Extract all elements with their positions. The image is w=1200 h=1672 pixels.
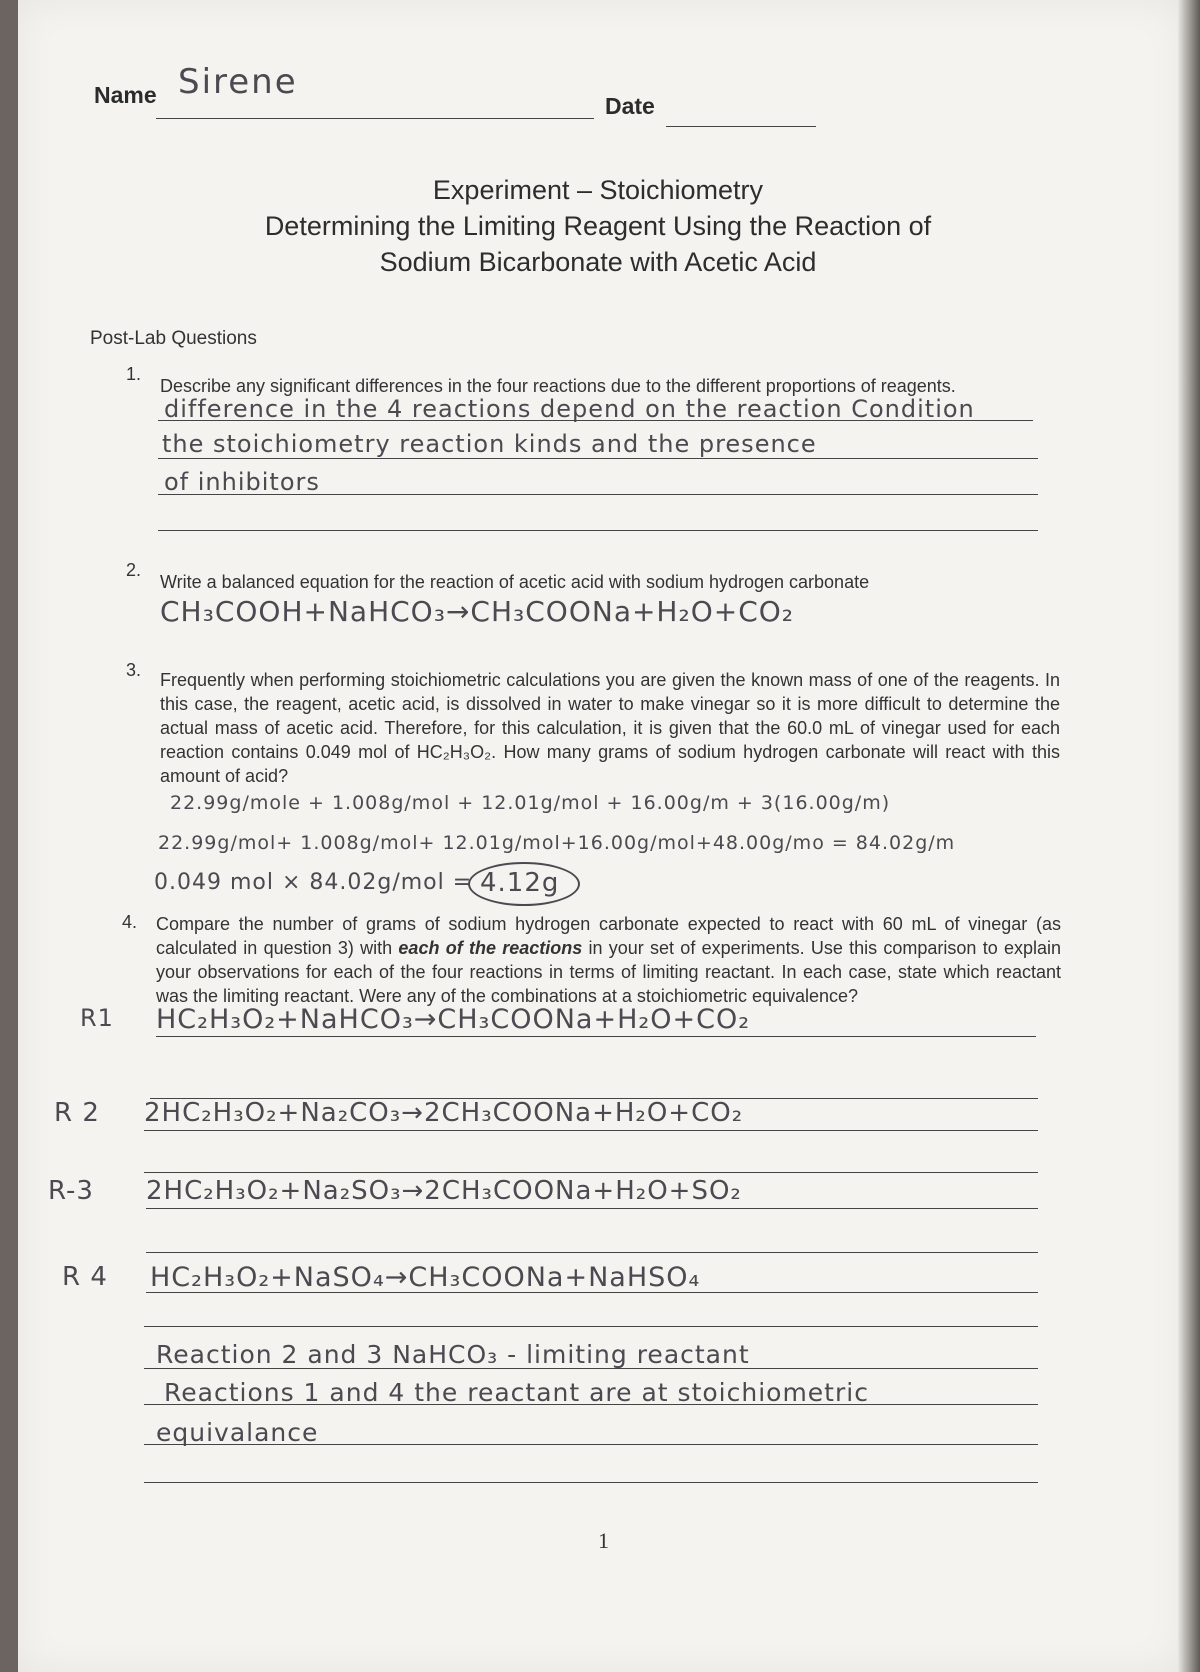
question-1-number: 1. <box>126 364 142 384</box>
worksheet-page <box>18 0 1183 1672</box>
title-line-3: Sodium Bicarbonate with Acetic Acid <box>379 247 817 277</box>
question-4-text <box>156 912 1061 1008</box>
page-edge-shadow <box>1178 0 1200 1672</box>
reaction-1-label: R1 <box>80 1004 114 1032</box>
question-1-answer-1: difference in the 4 reactions depend on the reaction Condition <box>164 395 975 423</box>
answer-line <box>158 530 1038 531</box>
answer-line <box>146 1208 1038 1209</box>
answer-line <box>146 1252 1038 1253</box>
answer-line <box>158 494 1038 495</box>
answer-line <box>144 1172 1038 1173</box>
answer-line <box>158 420 1033 421</box>
question-4-text-before: Compare the number of grams of sodium hydrogen carbonate expected to react with 60 mL of vinegar (as calculated in question 3) with <box>156 914 1061 958</box>
question-4-text-after: in your set of experiments. Use this comparison to explain your observations for each of the four reactions in terms of limiting reactant. In each case, state which reactant was the limiting reactant. Were any of the combinations at a stoichiometric equivalence? <box>156 938 1062 1006</box>
name-label: Name <box>94 82 157 108</box>
answer-line <box>144 1130 1038 1131</box>
reaction-3-equation: 2HC₂H₃O₂+Na₂SO₃→2CH₃COONa+H₂O+SO₂ <box>146 1176 742 1206</box>
question-3-text: Frequently when performing stoichiometric calculations you are given the known mass of one of the reagents. In this case, the reagent, acetic acid, is dissolved in water to make vinegar so it is more difficult to determine the actual mass of acetic acid. Therefore, for this calculation, it is given that the 60.0 mL of vinegar used for each reaction contains 0.049 mol of HC₂H₃O₂. How many grams of sodium hydrogen carbonate will react with this amount of acid? <box>160 670 1060 786</box>
reaction-1-equation: HC₂H₃O₂+NaHCO₃→CH₃COONa+H₂O+CO₂ <box>156 1004 751 1035</box>
answer-line <box>144 1326 1038 1327</box>
question-2-text: Write a balanced equation for the reaction of acetic acid with sodium hydrogen carbonate <box>160 572 870 592</box>
answer-line <box>144 1444 1038 1445</box>
question-3-work-1: 22.99g/mole + 1.008g/mol + 12.01g/mol + 16.00g/m + 3(16.00g/m) <box>170 792 891 814</box>
title-line-2: Determining the Limiting Reagent Using the Reaction of <box>264 211 932 241</box>
reaction-2-label: R 2 <box>54 1098 100 1128</box>
date-label: Date <box>605 93 655 119</box>
name-value: Sirene <box>178 62 298 102</box>
section-title: Post-Lab Questions <box>90 328 257 349</box>
reaction-4-equation: HC₂H₃O₂+NaSO₄→CH₃COONa+NaHSO₄ <box>150 1262 701 1293</box>
title-line-1: Experiment – Stoichiometry <box>432 175 764 205</box>
title-block <box>198 172 998 280</box>
question-2-answer: CH₃COOH+NaHCO₃→CH₃COONa+H₂O+CO₂ <box>160 595 795 628</box>
question-4-answer-1: Reaction 2 and 3 NaHCO₃ - limiting reactant <box>156 1340 750 1369</box>
question-2-number: 2. <box>126 560 142 580</box>
reaction-4-label: R 4 <box>62 1262 108 1292</box>
question-1-answer-2: the stoichiometry reaction kinds and the presence <box>162 430 817 458</box>
question-3-work-3: 0.049 mol × 84.02g/mol = <box>154 870 473 895</box>
answer-line <box>144 1482 1038 1483</box>
answer-line <box>158 458 1038 459</box>
question-3-final-answer: 4.12g <box>480 868 560 898</box>
name-line <box>156 118 594 119</box>
answer-line <box>144 1404 1038 1405</box>
date-line <box>666 126 816 127</box>
answer-line <box>156 1036 1036 1037</box>
reaction-3-label: R-3 <box>48 1176 94 1206</box>
question-3-work-2: 22.99g/mol+ 1.008g/mol+ 12.01g/mol+16.00g/mol+48.00g/mo = 84.02g/m <box>158 832 956 854</box>
question-4-text-emphasis: each of the reactions <box>398 938 583 958</box>
reaction-2-equation: 2HC₂H₃O₂+Na₂CO₃→2CH₃COONa+H₂O+CO₂ <box>144 1098 744 1128</box>
question-4-answer-2: Reactions 1 and 4 the reactant are at stoichiometric <box>164 1378 869 1407</box>
answer-line <box>146 1292 1038 1293</box>
answer-line <box>144 1368 1038 1369</box>
question-1-text: Describe any significant differences in the four reactions due to the different proportions of reagents. <box>160 376 956 396</box>
page-number: 1 <box>598 1528 609 1553</box>
question-3-number: 3. <box>126 660 142 680</box>
question-4-number: 4. <box>122 912 138 932</box>
question-4-answer-3: equivalance <box>156 1418 319 1447</box>
question-1-answer-3: of inhibitors <box>164 468 320 496</box>
